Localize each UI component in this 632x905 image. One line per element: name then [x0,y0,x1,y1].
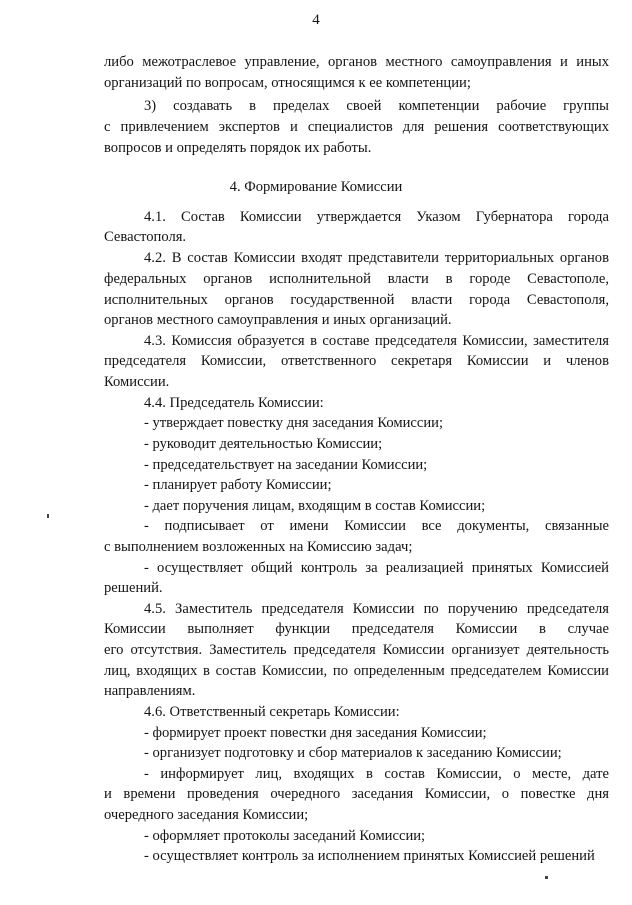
list-item: - председательствует на заседании Комиссии; [144,457,428,473]
list-item: - формирует проект повестки дня заседания Комиссии; [144,725,487,741]
text-line: 4.3. Комиссия образуется в составе председателя Комиссии, заместителя [144,333,609,349]
text-line: либо межотраслевое управление, органов местного самоуправления и иных [104,54,609,70]
text-line: 3) создавать в пределах своей компетенции рабочие группы [144,98,609,114]
text-line: 4.1. Состав Комиссии утверждается Указом Губернатора города [144,209,609,225]
text-line: Комиссии. [104,374,170,390]
list-item: - утверждает повестку дня заседания Комиссии; [144,415,444,431]
text-line: 4.2. В состав Комиссии входят представители территориальных органов [144,250,609,266]
scan-speck [47,514,49,518]
text-line: вопросов и определять порядок их работы. [104,140,372,156]
list-item: - информирует лиц, входящих в состав Комиссии, о месте, дате [144,766,609,782]
list-item: - подписывает от имени Комиссии все документы, связанные [144,518,609,534]
text-line: федеральных органов исполнительной власти в городе Севастополе, [104,271,609,287]
text-line: 4.4. Председатель Комиссии: [144,395,324,411]
list-item: - руководит деятельностью Комиссии; [144,436,383,452]
text-line: направлениям. [104,683,196,699]
section-heading: 4. Формирование Комиссии [229,179,403,195]
text-line: с выполнением возложенных на Комиссию задач; [104,539,413,555]
list-item: - дает поручения лицам, входящим в состав Комиссии; [144,498,486,514]
list-item: - оформляет протоколы заседаний Комиссии; [144,828,426,844]
page-number: 4 [312,12,320,28]
scan-speck [545,876,548,879]
text-line: и времени проведения очередного заседания Комиссии, о повестке дня [104,786,609,802]
text-line: очередного заседания Комиссии; [104,807,309,823]
text-line: решений. [104,580,163,596]
list-item: - осуществляет контроль за исполнением принятых Комиссией решений [144,848,595,864]
text-line: организаций по вопросам, относящимся к ее компетенции; [104,75,471,91]
text-line: Комиссии выполняет функции председателя Комиссии в случае [104,621,609,637]
text-line: 4.5. Заместитель председателя Комиссии по поручению председателя [144,601,609,617]
list-item: - организует подготовку и сбор материалов к заседанию Комиссии; [144,745,562,761]
text-line: исполнительных органов государственной власти города Севастополя, [104,292,609,308]
list-item: - планирует работу Комиссии; [144,477,332,493]
text-line: его отсутствия. Заместитель председателя Комиссии организует деятельность [104,642,609,658]
text-line: с привлечением экспертов и специалистов для решения соответствующих [104,119,609,135]
text-line: 4.6. Ответственный секретарь Комиссии: [144,704,400,720]
text-line: органов местного самоуправления и иных организаций. [104,312,452,328]
list-item: - осуществляет общий контроль за реализацией принятых Комиссией [144,560,609,576]
text-line: Севастополя. [104,229,187,245]
text-line: председателя Комиссии, ответственного секретаря Комиссии и членов [104,353,609,369]
text-line: лиц, входящих в состав Комиссии, по определенным председателем Комиссии [104,663,609,679]
